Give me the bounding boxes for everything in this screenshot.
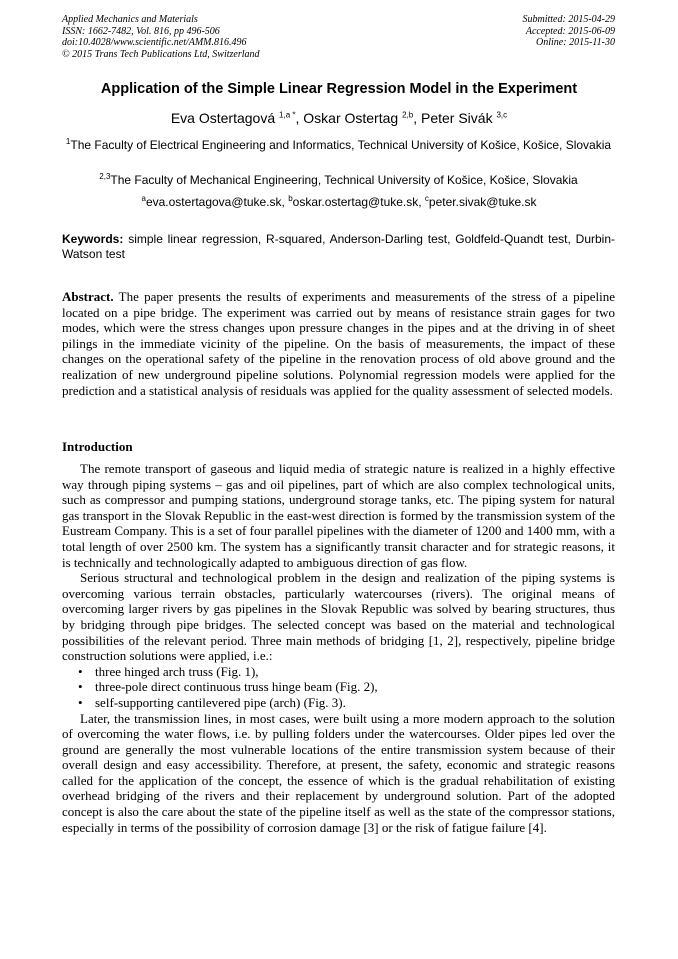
author-sup: 3,c <box>496 110 508 120</box>
affiliation-text: The Faculty of Mechanical Engineering, Technical University of Košice, Košice, Slovakia <box>110 173 578 187</box>
introduction-body <box>62 461 615 835</box>
email-link[interactable]: eva.ostertagova@tuke.sk <box>145 195 282 209</box>
email-sup: c <box>424 194 429 203</box>
doi-line[interactable]: doi:10.4028/www.scientific.net/AMM.816.496 <box>62 37 247 48</box>
bullet-icon: • <box>78 694 83 710</box>
bullet-icon: • <box>78 679 83 695</box>
author-sup: 1,a * <box>279 110 296 120</box>
bullet-icon: • <box>78 663 83 679</box>
list-item-text: self-supporting cantilevered pipe (arch) (Fig. 3). <box>95 694 346 710</box>
author-name: Peter Sivák <box>420 110 493 126</box>
issn-line: ISSN: 1662-7482, Vol. 816, pp 496-506 <box>62 25 220 37</box>
accepted-date: Accepted: 2015-06-09 <box>525 25 615 37</box>
dates-info <box>523 14 616 49</box>
keywords-text: simple linear regression, R-squared, Anderson-Darling test, Goldfeld-Quandt test, Durbin-Watson test <box>62 232 615 261</box>
affiliation-sup: 1 <box>65 137 71 146</box>
online-date: Online: 2015-11-30 <box>536 37 615 48</box>
keywords-label: Keywords: <box>62 232 124 246</box>
bullet-list <box>62 664 615 711</box>
list-item-text: three hinged arch truss (Fig. 1), <box>95 663 259 679</box>
affiliation-2 <box>62 173 615 189</box>
email-list: $^a$eva.ostertagova@tuke.sk, $^b$oskar.ostertag@tuke.sk, $^c$peter.sivak@tuke.sk <box>141 194 537 209</box>
list-item <box>62 679 615 695</box>
paragraph: Serious structural and technological problem in the design and realization of the piping systems is overcoming various terrain obstacles, particularly watercourses (rivers). The original means of overcoming larger rivers by gas pipelines in the Slovak Republic was solved by bearing structures, thus by bridging through pipe bridges. The selected concept was based on the material and technological possibilities of the relevant period. Three main methods of bridging [1, 2], respectively, pipeline bridge construction solutions were applied, i.e.: <box>62 570 615 664</box>
author-name: Oskar Ostertag <box>303 110 399 126</box>
keywords <box>62 232 615 262</box>
abstract <box>62 289 615 398</box>
list-item <box>62 664 615 680</box>
email-sup: a <box>141 194 146 203</box>
paper-title: Application of the Simple Linear Regression Model in the Experiment <box>100 81 578 97</box>
affiliation-sup: 2,3 <box>99 172 111 181</box>
paragraph: Later, the transmission lines, in most cases, were built using a more modern approach to the solution of overcoming the water flows, i.e. by pulling folders under the watercourses. Older pipes led over the ground are generally the most vulnerable locations of the entire transmission system because of their overall design and easy accessibility. Therefore, at present, the safety, economic and strategic reasons called for the application of the concept, the essence of which is the gradual rehabilitation of existing overhead bridging of the rivers and their replacement by underground solution. Part of the adopted concept is also the care about the state of the pipeline itself as well as the state of the compressor stations, especially in terms of the possibility of corrosion damage [3] or the risk of fatigue failure [4]. <box>62 710 615 835</box>
section-heading-introduction: Introduction <box>62 439 133 454</box>
author-list: Eva Ostertagová $^{1,a *}$, Oskar Ostertag $^{2,b}$, Peter Sivák $^{3,c}$ <box>170 110 508 126</box>
copyright-line: © 2015 Trans Tech Publications Ltd, Switzerland <box>62 48 260 60</box>
abstract-label: Abstract. <box>62 289 114 304</box>
journal-name: Applied Mechanics and Materials <box>62 14 198 25</box>
list-item-text: three-pole direct continuous truss hinge beam (Fig. 2), <box>95 679 378 695</box>
journal-info <box>62 14 260 60</box>
email-link[interactable]: oskar.ostertag@tuke.sk <box>292 195 419 209</box>
paragraph: The remote transport of gaseous and liquid media of strategic nature is realized in a highly effective way through piping systems – gas and oil pipelines, part of which are also complex technological units, such as compressor and pumping stations, underground storage tanks, etc. The piping system for natural gas transport in the Slovak Republic in the east-west direction is formed by the transmission system of the Eustream Company. This is a set of four parallel pipelines with the diameter of 1200 and 1400 mm, with a total length of over 2500 km. The system has a significantly transit character and for strategic reasons, it is technically and technologically adapted to ambiguous direction of gas flow. <box>62 461 615 570</box>
list-item <box>62 695 615 711</box>
affiliation-1 <box>62 138 615 154</box>
author-name: Eva Ostertagová <box>170 110 276 126</box>
email-sup: b <box>288 194 293 203</box>
email-link[interactable]: peter.sivak@tuke.sk <box>428 195 537 209</box>
abstract-text: The paper presents the results of experiments and measurements of the stress of a pipeline located on a pipe bridge. The experiment was carried out by means of resistance strain gages for two modes, which were the stress changes upon pressure changes in the pipes and at the driving in of sheet pilings in the immediate vicinity of the pipeline. On the basis of measurements, the impact of these changes on the operational safety of the pipeline in the renovation process of old above ground and the realization of new underground pipeline solutions. Polynomial regression models were applied for the prediction and a statistical analysis of residuals was applied for the quality assessment of selected models. <box>62 289 615 398</box>
affiliation-text: The Faculty of Electrical Engineering and Informatics, Technical University of Košice, Košice, Slovakia <box>70 138 612 152</box>
author-sup: 2,b <box>402 110 414 120</box>
submitted-date: Submitted: 2015-04-29 <box>522 14 615 25</box>
